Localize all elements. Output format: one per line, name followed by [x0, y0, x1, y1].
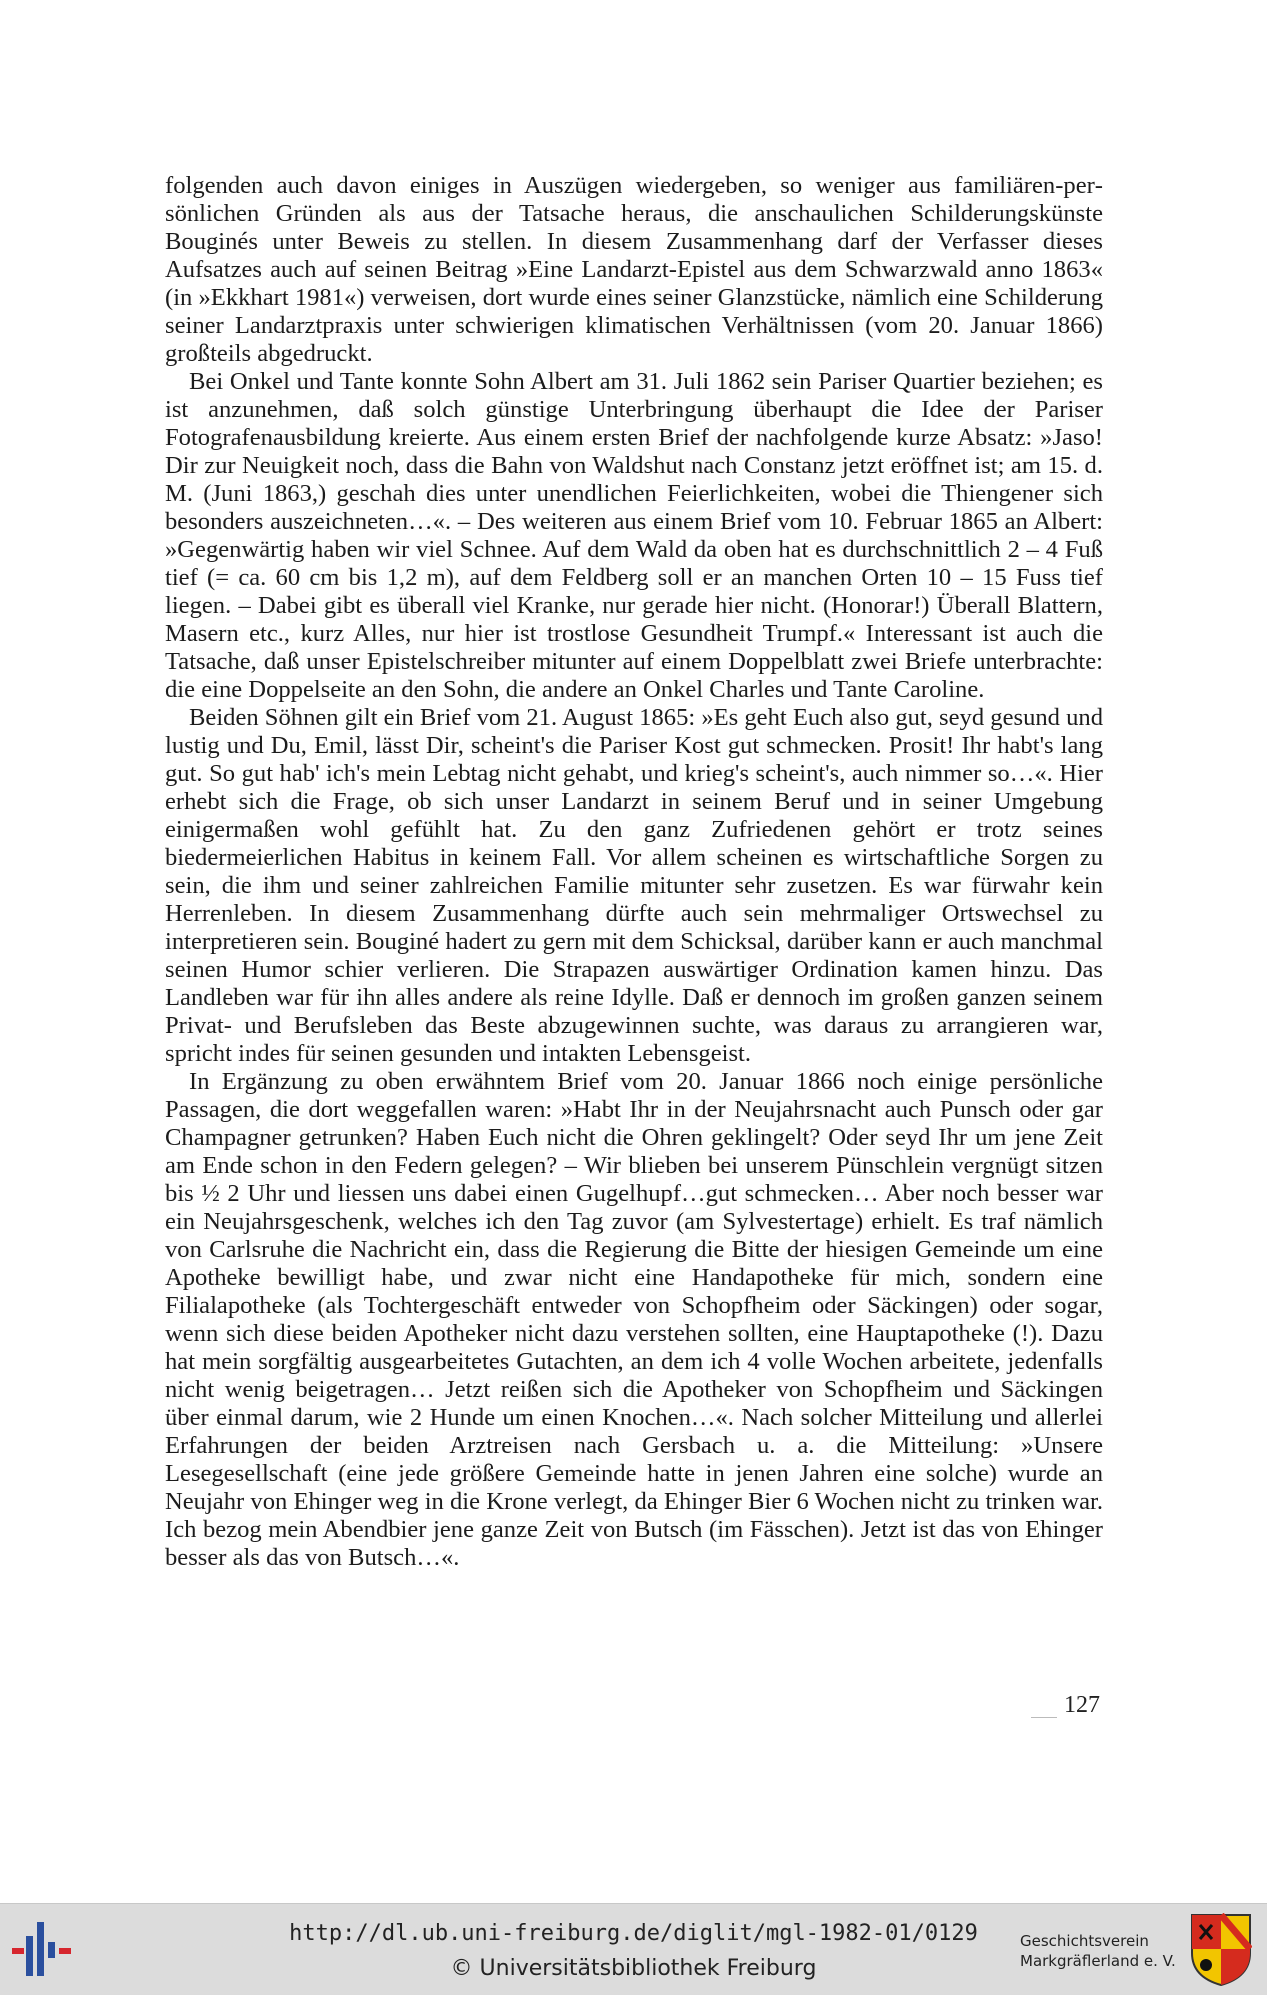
page-number: 127	[1064, 1692, 1100, 1718]
society-name-line-2: Markgräflerland e. V.	[1020, 1952, 1176, 1970]
society-name-line-1: Geschichtsverein	[1020, 1932, 1149, 1950]
viewer-footer	[0, 1903, 1267, 1995]
body-text	[165, 172, 1103, 1572]
permalink-url[interactable]: http://dl.ub.uni-freiburg.de/diglit/mgl-1982-01/0129	[289, 1921, 978, 1946]
coat-of-arms-icon	[1190, 1913, 1252, 1987]
page-number-rule	[1031, 1717, 1057, 1718]
paragraph-1: folgenden auch davon einiges in Auszügen wiedergeben, so weniger aus familiären-persönlichen Gründen als aus der Tatsache heraus, die anschaulichen Schilderungskünste Bouginés unter Beweis zu stellen. In diesem Zusammenhang darf der Verfasser dieses Aufsatzes auch auf seinen Beitrag »Eine Landarzt-Epistel aus dem Schwarzwald anno 1863« (in »Ekkhart 1981«) verweisen, dort wurde eines seiner Glanzstücke, nämlich eine Schilderung seiner Landarztpraxis unter schwierigen klimatischen Verhältnissen (vom 20. Januar 1866) großteils abgedruckt.	[165, 172, 1103, 367]
paragraph-3: Beiden Söhnen gilt ein Brief vom 21. August 1865: »Es geht Euch also gut, seyd gesund und lustig und Du, Emil, lässt Dir, scheint's die Pariser Kost gut schmecken. Prosit! Ihr habt's lang gut. So gut hab' ich's mein Lebtag nicht gehabt, und krieg's scheint's, auch nimmer so…«. Hier erhebt sich die Frage, ob sich unser Landarzt in seinem Beruf und in seiner Umgebung einigermaßen wohl gefühlt hat. Zu den ganz Zufriedenen gehört er trotz seines biedermeierlichen Habitus in keinem Fall. Vor allem scheinen es wirtschaftliche Sorgen zu sein, die ihm und seiner zahlreichen Familie mitunter sehr zusetzen. Es war fürwahr kein Herrenleben. In diesem Zusammenhang dürfte auch sein mehrmaliger Ortswechsel zu interpretieren sein. Bouginé hadert zu gern mit dem Schicksal, darüber kann er auch manchmal seinen Humor schier verlieren. Die Strapazen auswärtiger Ordination kamen hinzu. Das Landleben war für ihn alles andere als reine Idylle. Daß er dennoch im großen ganzen seinem Privat- und Berufsleben das Beste abzugewinnen suchte, was daraus zu arrangieren war, spricht indes für seinen gesunden und intakten Lebensgeist.	[165, 704, 1103, 1067]
paragraph-4: In Ergänzung zu oben erwähntem Brief vom 20. Januar 1866 noch einige persönliche Passagen, die dort weggefallen waren: »Habt Ihr in der Neujahrsnacht auch Punsch oder gar Champagner getrunken? Haben Euch nicht die Ohren geklingelt? Oder seyd Ihr um jene Zeit am Ende schon in den Federn gelegen? – Wir blieben bei unserem Pünschlein vergnügt sitzen bis ½ 2 Uhr und liessen uns dabei einen Gugelhupf…gut schmecken… Aber noch besser war ein Neujahrsgeschenk, welches ich den Tag zuvor (am Sylvestertage) erhielt. Es traf nämlich von Carlsruhe die Nachricht ein, dass die Regierung die Bitte der hiesigen Gemeinde um eine Apotheke bewilligt habe, und zwar nicht eine Handapotheke für mich, sondern eine Filialapotheke (als Tochtergeschäft entweder von Schopfheim oder Säckingen) oder sogar, wenn sich diese beiden Apotheker nicht dazu verstehen sollten, eine Hauptapotheke (!). Dazu hat mein sorgfältig ausgearbeitetes Gutachten, an dem ich 4 volle Wochen arbeitete, jedenfalls nicht wenig beigetragen… Jetzt reißen sich die Apotheker von Schopfheim und Säckingen über einmal darum, wie 2 Hunde um einen Knochen…«. Nach solcher Mitteilung und allerlei Erfahrungen der beiden Arztreisen nach Gersbach u. a. die Mitteilung: »Unsere Lesegesellschaft (eine jede größere Gemeinde hatte in jenen Jahren eine solche) wurde an Neujahr von Ehinger weg in die Krone verlegt, da Ehinger Bier 6 Wochen nicht zu trinken war. Ich bezog mein Abendbier jene ganze Zeit von Butsch (im Fässchen). Jetzt ist das von Ehinger besser als das von Butsch…«.	[165, 1068, 1103, 1571]
society-name	[1020, 1931, 1176, 1971]
paragraph-2: Bei Onkel und Tante konnte Sohn Albert am 31. Juli 1862 sein Pariser Quartier beziehen; es ist anzunehmen, daß solch günstige Unterbringung überhaupt die Idee der Pariser Fotografenausbildung kreierte. Aus einem ersten Brief der nachfolgende kurze Absatz: »Jaso! Dir zur Neuigkeit noch, dass die Bahn von Waldshut nach Constanz jetzt eröffnet ist; am 15. d. M. (Juni 1863,) geschah dies unter unendlichen Feierlichkeiten, wobei die Thiengener sich besonders auszeichneten…«. – Des weiteren aus einem Brief vom 10. Februar 1865 an Albert: »Gegenwärtig haben wir viel Schnee. Auf dem Wald da oben hat es durchschnittlich 2 – 4 Fuß tief (= ca. 60 cm bis 1,2 m), auf dem Feldberg soll er an manchen Orten 10 – 15 Fuss tief liegen. – Dabei gibt es überall viel Kranke, nur gerade hier nicht. (Honorar!) Überall Blattern, Masern etc., kurz Alles, nur hier ist trostlose Gesundheit Trumpf.« Interessant ist auch die Tatsache, daß unser Epistelschreiber mitunter auf einem Doppelblatt zwei Briefe unterbrachte: die eine Doppelseite an den Sohn, die andere an Onkel Charles und Tante Caroline.	[165, 368, 1103, 703]
copyright-notice: © Universitätsbibliothek Freiburg	[450, 1956, 817, 1981]
